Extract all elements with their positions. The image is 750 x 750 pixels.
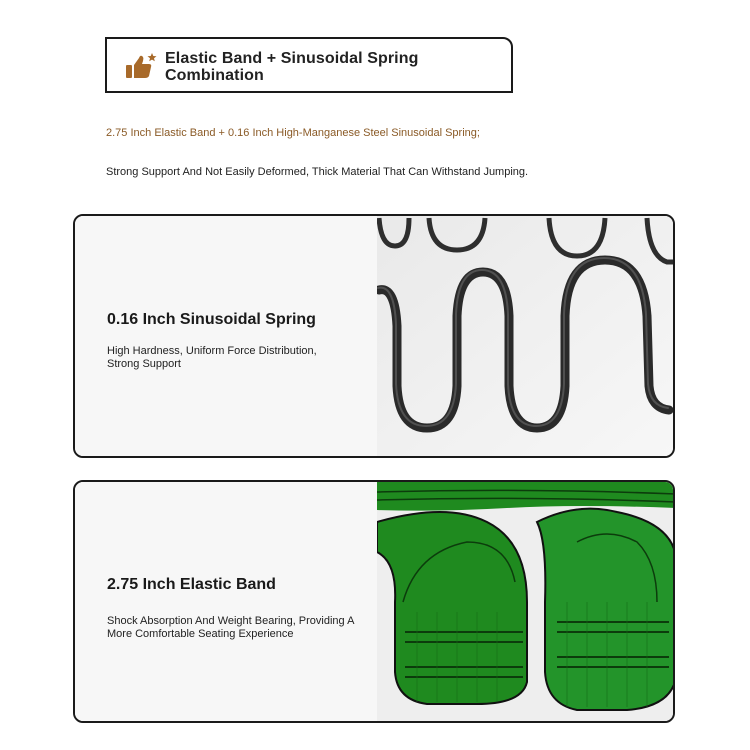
header-box xyxy=(105,37,513,93)
intro-spec-text: 2.75 Inch Elastic Band + 0.16 Inch High-Manganese Steel Sinusoidal Spring; xyxy=(106,127,480,139)
header-title xyxy=(165,50,418,84)
feature-description xyxy=(107,345,397,371)
feature-title: 0.16 Inch Sinusoidal Spring xyxy=(107,311,316,328)
feature-description-line1: Shock Absorption And Weight Bearing, Providing A xyxy=(107,615,355,627)
header-title-line1: Elastic Band + Sinusoidal Spring xyxy=(165,50,419,67)
feature-description-line2: Strong Support xyxy=(107,358,181,370)
feature-description xyxy=(107,615,397,641)
feature-description-line2: More Comfortable Seating Experience xyxy=(107,628,294,640)
feature-description-line1: High Hardness, Uniform Force Distribution, xyxy=(107,345,317,357)
header-title-line2: Combination xyxy=(165,67,264,84)
feature-card-text-panel xyxy=(75,482,377,721)
feature-card-spring xyxy=(73,214,675,458)
feature-title: 2.75 Inch Elastic Band xyxy=(107,576,276,593)
sinusoidal-spring-photo xyxy=(377,216,673,456)
feature-card-elastic-band xyxy=(73,480,675,723)
thumbs-up-star-icon xyxy=(125,52,159,82)
feature-card-text-panel xyxy=(75,216,377,456)
green-elastic-band-photo xyxy=(377,482,673,721)
intro-benefit-text: Strong Support And Not Easily Deformed, Thick Material That Can Withstand Jumping. xyxy=(106,166,529,178)
